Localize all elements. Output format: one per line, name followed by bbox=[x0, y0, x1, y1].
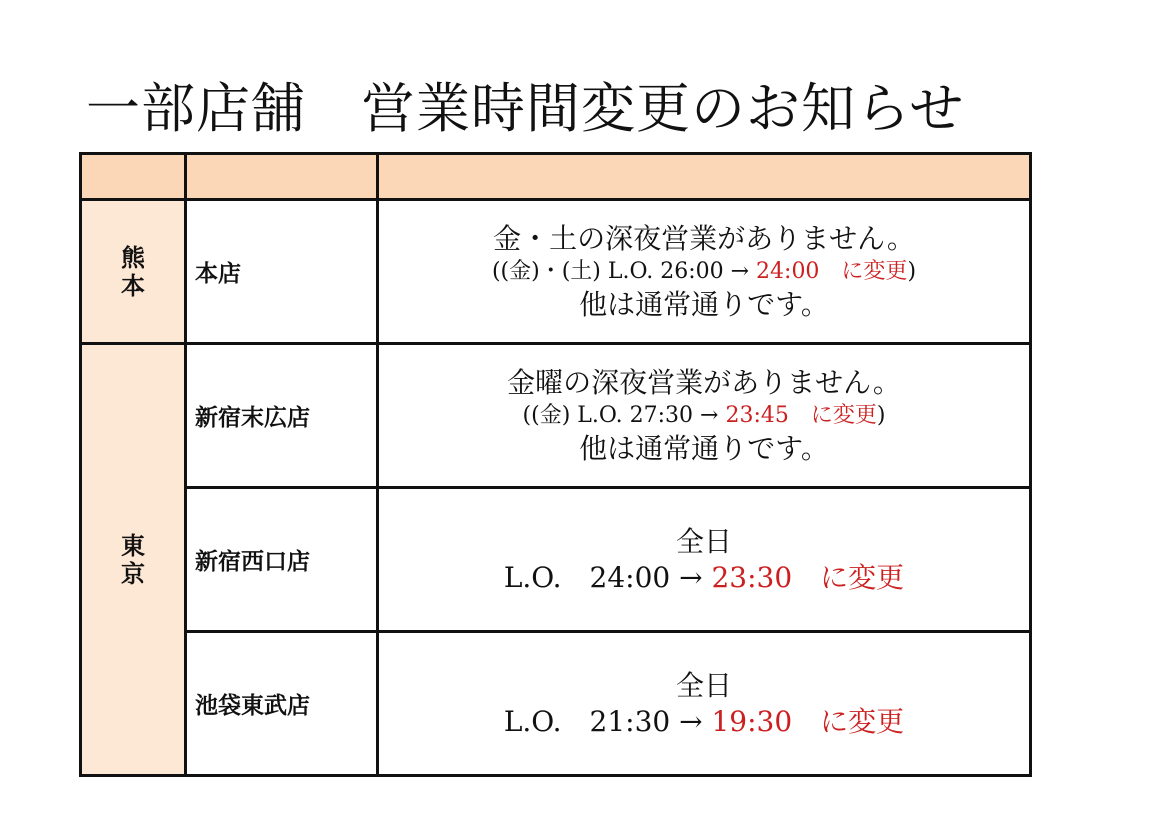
new-time-text: 19:30 に変更 bbox=[711, 704, 905, 738]
detail-line-2 bbox=[379, 560, 1029, 596]
change-detail bbox=[378, 344, 1031, 488]
detail-line-2 bbox=[379, 257, 1029, 287]
closing-paren: ) bbox=[907, 258, 917, 284]
new-time-text: 24:00 に変更 bbox=[756, 258, 908, 284]
detail-line-2 bbox=[379, 401, 1029, 431]
detail-line-3: 他は通常通りです。 bbox=[579, 287, 829, 321]
detail-line-1: 金曜の深夜営業がありません。 bbox=[507, 365, 901, 399]
table-row bbox=[81, 200, 1031, 344]
detail-line-1: 全日 bbox=[675, 524, 732, 558]
old-time-text: ((金) L.O. 27:30 → bbox=[522, 402, 726, 428]
store-name: 新宿西口店 bbox=[186, 488, 378, 632]
new-time-text: 23:45 に変更 bbox=[725, 402, 877, 428]
detail-line-1: 金・土の深夜営業がありません。 bbox=[493, 221, 915, 255]
detail-line-2 bbox=[379, 704, 1029, 740]
new-time-text: 23:30 に変更 bbox=[711, 560, 905, 594]
closing-paren: ) bbox=[876, 402, 886, 428]
header-cell-detail bbox=[378, 154, 1031, 200]
header-cell-region bbox=[81, 154, 186, 200]
table-row bbox=[81, 344, 1031, 488]
old-time-text: L.O. 24:00 → bbox=[503, 560, 712, 594]
store-name: 新宿末広店 bbox=[186, 344, 378, 488]
detail-line-1: 全日 bbox=[675, 668, 732, 702]
region-cell-tokyo bbox=[81, 344, 186, 776]
store-name: 本店 bbox=[186, 200, 378, 344]
region-cell-kumamoto bbox=[81, 200, 186, 344]
change-detail bbox=[378, 632, 1031, 776]
table-row bbox=[81, 632, 1031, 776]
region-label: 熊本 bbox=[121, 242, 145, 300]
change-detail bbox=[378, 200, 1031, 344]
old-time-text: L.O. 21:30 → bbox=[503, 704, 712, 738]
header-cell-store bbox=[186, 154, 378, 200]
table-header-row bbox=[81, 154, 1031, 200]
table-row bbox=[81, 488, 1031, 632]
hours-change-table bbox=[79, 152, 1032, 777]
region-label: 東京 bbox=[121, 530, 145, 588]
old-time-text: ((金)・(土) L.O. 26:00 → bbox=[491, 258, 757, 284]
detail-line-3: 他は通常通りです。 bbox=[579, 431, 829, 465]
store-name: 池袋東武店 bbox=[186, 632, 378, 776]
change-detail bbox=[378, 488, 1031, 632]
page-title: 一部店舗 営業時間変更のお知らせ bbox=[86, 77, 965, 140]
